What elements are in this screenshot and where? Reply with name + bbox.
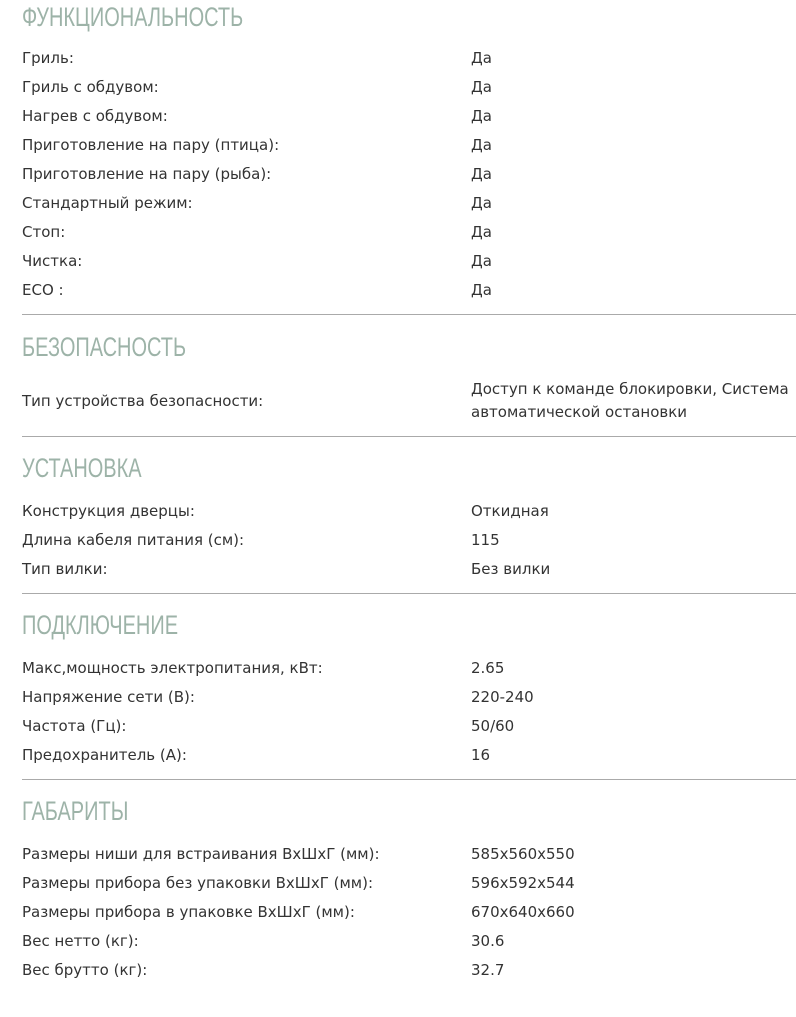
section-divider [22, 314, 796, 315]
spec-label: Приготовление на пару (птица): [22, 136, 280, 154]
spec-label: Приготовление на пару (рыба): [22, 165, 272, 183]
spec-value: Да [471, 165, 492, 183]
spec-value: Да [471, 252, 492, 270]
spec-value: Да [471, 107, 492, 125]
spec-value: 220-240 [471, 688, 534, 706]
section-title: БЕЗОПАСНОСТЬ [22, 332, 187, 362]
spec-label: Гриль: [22, 49, 74, 67]
section-divider [22, 593, 796, 594]
section-divider [22, 436, 796, 437]
spec-value: 596x592x544 [471, 874, 575, 892]
spec-value: 2.65 [471, 659, 505, 677]
spec-value: 50/60 [471, 717, 515, 735]
spec-label: ECO : [22, 281, 64, 299]
section-divider [22, 779, 796, 780]
spec-label: Конструкция дверцы: [22, 502, 195, 520]
section-title: ГАБАРИТЫ [22, 796, 129, 826]
spec-value: Да [471, 194, 492, 212]
spec-label: Размеры прибора в упаковке ВхШхГ (мм): [22, 903, 355, 921]
spec-value: 115 [471, 531, 500, 549]
spec-value: Да [471, 136, 492, 154]
spec-label: Гриль с обдувом: [22, 78, 159, 96]
spec-label: Тип вилки: [22, 560, 108, 578]
spec-value: Да [471, 281, 492, 299]
spec-value: 30.6 [471, 932, 505, 950]
spec-label: Размеры ниши для встраивания ВхШхГ (мм): [22, 845, 380, 863]
spec-label: Вес нетто (кг): [22, 932, 139, 950]
spec-value: 670x640x660 [471, 903, 575, 921]
spec-label: Предохранитель (А): [22, 746, 187, 764]
spec-label: Напряжение сети (В): [22, 688, 195, 706]
spec-label: Чистка: [22, 252, 83, 270]
spec-label: Тип устройства безопасности: [22, 392, 264, 410]
spec-value-line-2: автоматической остановки [471, 403, 688, 421]
section-title: ПОДКЛЮЧЕНИЕ [22, 610, 179, 640]
spec-value: Да [471, 223, 492, 241]
spec-label: Стандартный режим: [22, 194, 193, 212]
spec-value: Откидная [471, 502, 549, 520]
spec-label: Стоп: [22, 223, 66, 241]
spec-label: Длина кабеля питания (см): [22, 531, 245, 549]
section-title: УСТАНОВКА [22, 453, 142, 483]
spec-label: Вес брутто (кг): [22, 961, 148, 979]
spec-value: 585x560x550 [471, 845, 575, 863]
spec-label: Частота (Гц): [22, 717, 127, 735]
spec-value-line-1: Доступ к команде блокировки, Система [471, 380, 789, 398]
spec-value: Без вилки [471, 560, 551, 578]
spec-value: 32.7 [471, 961, 505, 979]
spec-value: Да [471, 78, 492, 96]
spec-label: Макс,мощность электропитания, кВт: [22, 659, 323, 677]
spec-label: Размеры прибора без упаковки ВхШхГ (мм): [22, 874, 374, 892]
section-title: ФУНКЦИОНАЛЬНОСТЬ [22, 2, 244, 32]
spec-label: Нагрев с обдувом: [22, 107, 168, 125]
spec-value: 16 [471, 746, 491, 764]
spec-row [22, 378, 796, 424]
spec-value: Да [471, 49, 492, 67]
